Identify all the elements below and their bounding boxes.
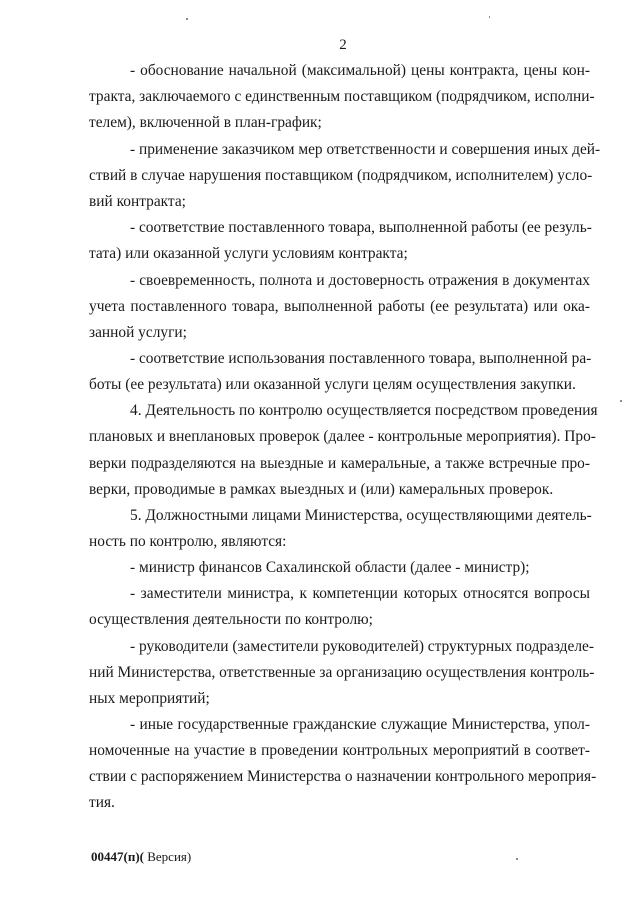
text-line: - применение заказчиком мер ответственности и совершения иных дей- [130,141,601,158]
scan-speck [186,18,188,20]
text-line: - соответствие поставленного товара, выполненной работы (ее резуль- [130,219,592,236]
text-line: плановых и внеплановых проверок (далее - контрольные мероприятия). Про- [89,428,596,445]
text-line: ствий в случае нарушения поставщиком (подрядчиком, исполнителем) усло- [89,167,593,184]
text-line: - руководители (заместители руководителей) структурных подразделе- [130,638,594,655]
footer-code: 00447(п)( [91,849,144,864]
document-footer [91,849,191,865]
page-number: 2 [339,37,347,53]
text-line: ных мероприятий; [89,690,210,707]
text-line: 5. Должностными лицами Министерства, осуществляющими деятель- [130,507,592,524]
text-line: - соответствие использования поставленного товара, выполненной ра- [130,350,592,367]
scan-speck [516,858,518,860]
text-line: тия. [89,794,115,811]
text-line: учета поставленного товара, выполненной работы (ее результата) или ока- [89,298,590,315]
text-line: верки, проводимые в рамках выездных и (или) камеральных проверок. [89,481,554,498]
text-line: - заместители министра, к компетенции которых относятся вопросы [130,585,590,602]
text-line: ний Министерства, ответственные за организацию осуществления контроль- [89,664,595,681]
text-line: - обоснование начальной (максимальной) цены контракта, цены кон- [130,62,590,79]
text-line: ность по контролю, являются: [89,533,287,550]
footer-version: Версия) [143,849,192,864]
text-line: - иные государственные гражданские служащие Министерства, упол- [130,716,590,733]
text-line: - своевременность, полнота и достоверность отражения в документах [130,272,590,289]
text-line: верки подразделяются на выездные и камеральные, а также встречные про- [89,455,590,472]
scan-speck [489,16,490,18]
text-line: телем), включенной в план-график; [89,114,322,131]
text-line: занной услуги; [89,324,187,341]
text-line: вий контракта; [89,193,186,210]
text-line: боты (ее результата) или оказанной услуги целям осуществления закупки. [89,376,576,393]
text-line: осуществления деятельности по контролю; [89,611,373,628]
text-line: номоченные на участие в проведении контрольных мероприятий в соответ- [89,742,590,759]
text-line: - министр финансов Сахалинской области (далее - министр); [130,559,530,576]
scan-speck [620,400,622,402]
text-line: тата) или оказанной услуги условиям контракта; [89,245,408,262]
text-line: 4. Деятельность по контролю осуществляется посредством проведения [130,402,598,419]
text-line: тракта, заключаемого с единственным поставщиком (подрядчиком, исполни- [89,88,595,105]
text-line: ствии с распоряжением Министерства о назначении контрольного мероприя- [89,768,597,785]
